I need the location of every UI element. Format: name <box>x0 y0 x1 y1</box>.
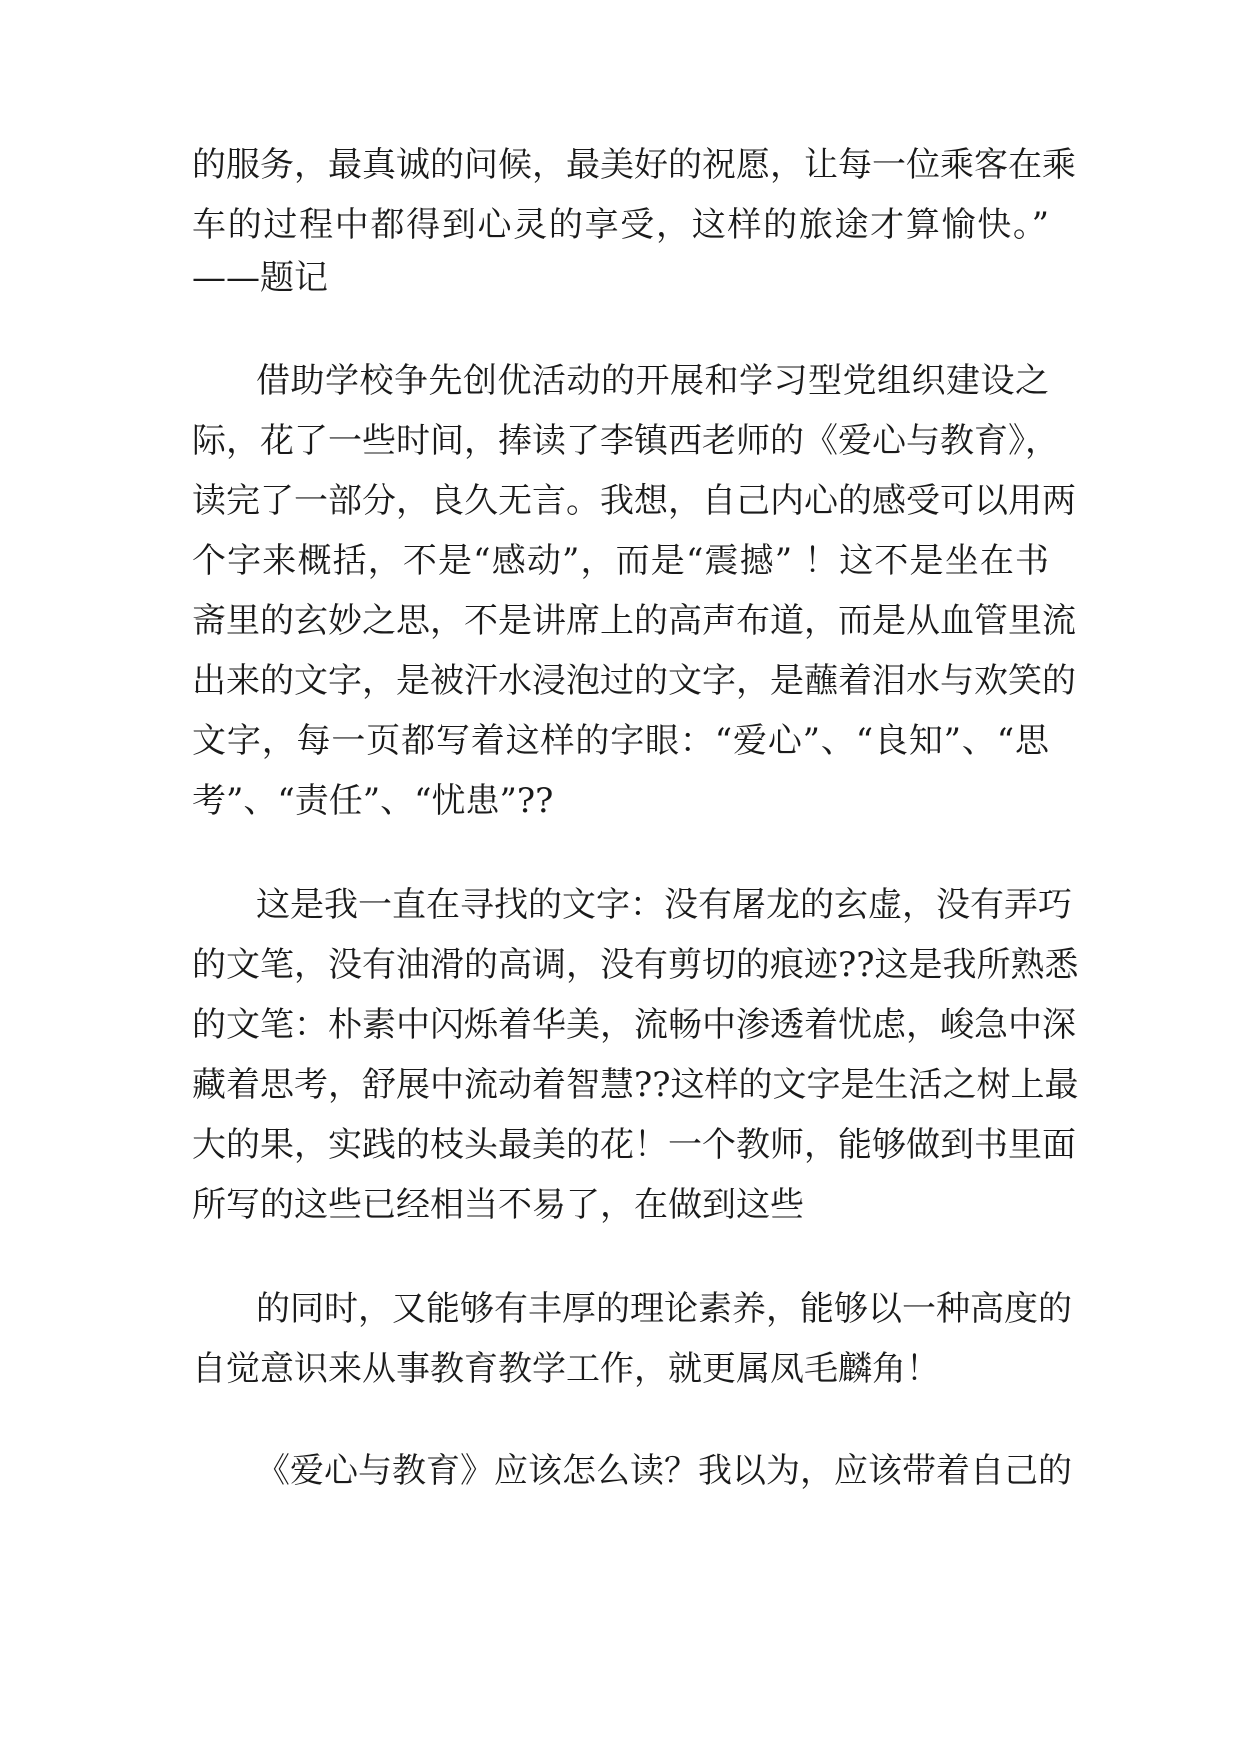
text-line: 考”、“责任”、“忧患”?? <box>192 781 554 821</box>
paragraph-first-line: 这是我一直在寻找的文字：没有屠龙的玄虚，没有弄巧 <box>256 885 1072 925</box>
text-line: 自觉意识来从事教育教学工作，就更属凤毛麟角！ <box>192 1349 940 1389</box>
text-line: 车的过程中都得到心灵的享受，这样的旅途才算愉快。” <box>192 205 1049 245</box>
text-line: 的服务，最真诚的问候，最美好的祝愿，让每一位乘客在乘 <box>192 145 1076 185</box>
text-line: 文字，每一页都写着这样的字眼：“爱心”、“良知”、“思 <box>192 721 1049 761</box>
text-line: 大的果，实践的枝头最美的花！一个教师，能够做到书里面 <box>192 1125 1076 1165</box>
text-line: 藏着思考，舒展中流动着智慧??这样的文字是生活之树上最 <box>192 1065 1079 1105</box>
text-line: 际，花了一些时间，捧读了李镇西老师的《爱心与教育》， <box>192 421 1059 461</box>
paragraph-first-line: 《爱心与教育》应该怎么读？我以为，应该带着自己的 <box>256 1451 1072 1491</box>
text-line: 的文笔，没有油滑的高调，没有剪切的痕迹??这是我所熟悉 <box>192 945 1079 985</box>
epigraph-attribution: ——题记 <box>192 258 328 298</box>
text-line: 所写的这些已经相当不易了，在做到这些 <box>192 1185 804 1225</box>
text-line: 斋里的玄妙之思，不是讲席上的高声布道，而是从血管里流 <box>192 601 1076 641</box>
paragraph-first-line: 的同时，又能够有丰厚的理论素养，能够以一种高度的 <box>256 1289 1072 1329</box>
text-line: 个字来概括，不是“感动”，而是“震撼” ！这不是坐在书 <box>192 541 1049 581</box>
text-line: 的文笔：朴素中闪烁着华美，流畅中渗透着忧虑，峻急中深 <box>192 1005 1076 1045</box>
text-line: 读完了一部分，良久无言。我想，自己内心的感受可以用两 <box>192 481 1076 521</box>
text-line: 出来的文字，是被汗水浸泡过的文字，是蘸着泪水与欢笑的 <box>192 661 1076 701</box>
paragraph-first-line: 借助学校争先创优活动的开展和学习型党组织建设之 <box>256 361 1049 401</box>
